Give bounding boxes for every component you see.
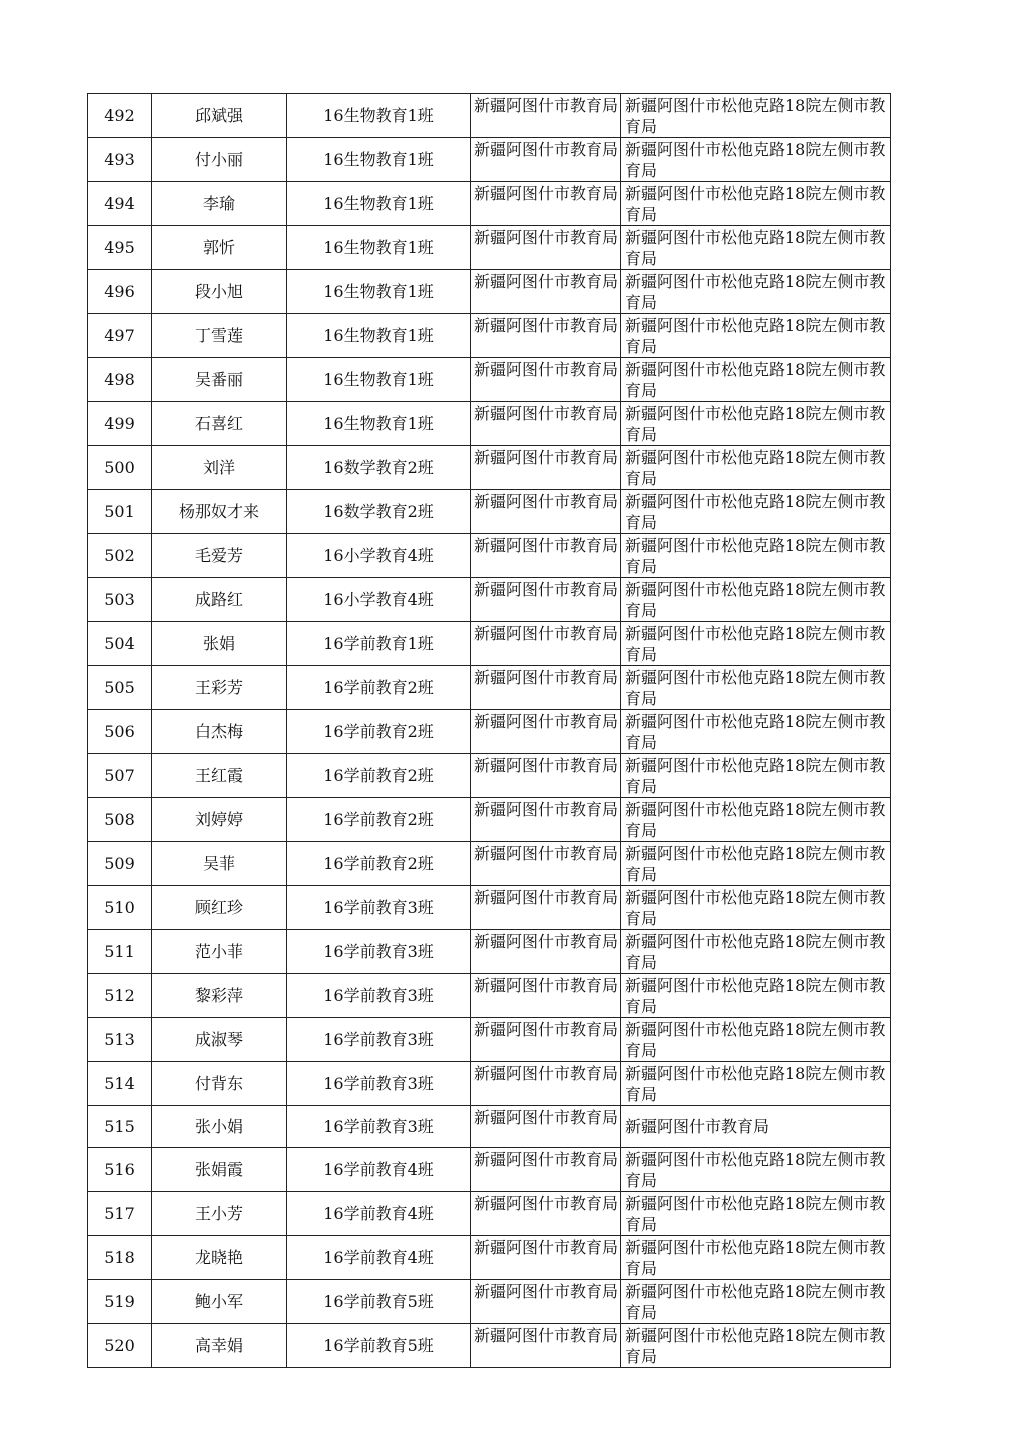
table-row [88,1235,891,1279]
cell-organization [471,578,621,622]
cell-organization [471,710,621,754]
table-row [88,534,891,578]
address-text: 新疆阿图什市松他克路18院左侧市教育局 [625,492,886,532]
table-row [88,226,891,270]
roster-table [87,93,891,1368]
address-text: 新疆阿图什市松他克路18院左侧市教育局 [625,624,886,664]
cell-class: 16生物教育1班 [287,402,471,446]
organization-text: 新疆阿图什市教育局 [474,712,619,731]
cell-name: 鲍小军 [152,1279,287,1323]
cell-organization [471,94,621,138]
cell-number: 515 [88,1106,152,1148]
cell-class: 16学前教育2班 [287,754,471,798]
organization-text: 新疆阿图什市教育局 [474,800,619,819]
cell-organization [471,622,621,666]
cell-name: 范小菲 [152,930,287,974]
cell-class: 16生物教育1班 [287,314,471,358]
cell-name: 刘洋 [152,446,287,490]
cell-class: 16学前教育5班 [287,1279,471,1323]
cell-name: 高幸娟 [152,1323,287,1367]
cell-address [621,798,891,842]
cell-number: 493 [88,138,152,182]
table-row [88,1191,891,1235]
table-row [88,1018,891,1062]
table-row [88,1279,891,1323]
cell-organization [471,930,621,974]
cell-address [621,402,891,446]
cell-class: 16学前教育3班 [287,1062,471,1106]
cell-name: 龙晓艳 [152,1235,287,1279]
cell-address [621,1147,891,1191]
cell-organization [471,534,621,578]
table-row [88,1062,891,1106]
cell-organization [471,138,621,182]
cell-organization [471,270,621,314]
address-text: 新疆阿图什市松他克路18院左侧市教育局 [625,1193,886,1234]
cell-address [621,358,891,402]
cell-address [621,534,891,578]
table-row [88,182,891,226]
cell-number: 503 [88,578,152,622]
cell-address [621,446,891,490]
table-row [88,666,891,710]
cell-class: 16学前教育4班 [287,1147,471,1191]
cell-number: 495 [88,226,152,270]
address-text: 新疆阿图什市松他克路18院左侧市教育局 [625,888,886,928]
cell-class: 16生物教育1班 [287,94,471,138]
cell-organization [471,1147,621,1191]
cell-address [621,1279,891,1323]
cell-class: 16学前教育4班 [287,1235,471,1279]
cell-address [621,754,891,798]
organization-text: 新疆阿图什市教育局 [474,976,619,995]
cell-address [621,270,891,314]
table-row [88,138,891,182]
cell-name: 吴菲 [152,842,287,886]
address-text: 新疆阿图什市松他克路18院左侧市教育局 [625,1281,886,1322]
organization-text: 新疆阿图什市教育局 [474,756,619,775]
cell-name: 张娟霞 [152,1147,287,1191]
cell-organization [471,1235,621,1279]
cell-class: 16学前教育2班 [287,842,471,886]
table-row [88,798,891,842]
cell-name: 丁雪莲 [152,314,287,358]
organization-text: 新疆阿图什市教育局 [474,184,619,203]
address-text: 新疆阿图什市松他克路18院左侧市教育局 [625,1064,886,1104]
address-text: 新疆阿图什市松他克路18院左侧市教育局 [625,184,886,224]
cell-class: 16小学教育4班 [287,534,471,578]
table-row [88,842,891,886]
cell-organization [471,1106,621,1148]
cell-number: 513 [88,1018,152,1062]
address-text: 新疆阿图什市松他克路18院左侧市教育局 [625,712,886,752]
organization-text: 新疆阿图什市教育局 [474,1108,619,1127]
cell-name: 成淑琴 [152,1018,287,1062]
cell-name: 毛爱芳 [152,534,287,578]
cell-class: 16学前教育2班 [287,666,471,710]
cell-name: 付背东 [152,1062,287,1106]
address-text: 新疆阿图什市松他克路18院左侧市教育局 [625,800,886,840]
cell-organization [471,842,621,886]
address-text: 新疆阿图什市松他克路18院左侧市教育局 [625,140,886,180]
cell-number: 492 [88,94,152,138]
cell-organization [471,886,621,930]
table-row [88,358,891,402]
cell-number: 514 [88,1062,152,1106]
table-row [88,1323,891,1367]
cell-organization [471,666,621,710]
cell-name: 黎彩萍 [152,974,287,1018]
table-row [88,94,891,138]
cell-number: 516 [88,1147,152,1191]
cell-address [621,578,891,622]
cell-address [621,930,891,974]
cell-address [621,1235,891,1279]
cell-number: 519 [88,1279,152,1323]
cell-number: 506 [88,710,152,754]
address-text: 新疆阿图什市教育局 [625,1117,770,1137]
cell-organization [471,446,621,490]
table-row [88,974,891,1018]
cell-name: 白杰梅 [152,710,287,754]
cell-address [621,1323,891,1367]
cell-organization [471,754,621,798]
cell-number: 507 [88,754,152,798]
organization-text: 新疆阿图什市教育局 [474,624,619,643]
organization-text: 新疆阿图什市教育局 [474,844,619,863]
address-text: 新疆阿图什市松他克路18院左侧市教育局 [625,96,886,136]
cell-address [621,1018,891,1062]
cell-class: 16学前教育3班 [287,886,471,930]
cell-number: 509 [88,842,152,886]
table-row [88,1106,891,1148]
cell-class: 16学前教育2班 [287,710,471,754]
organization-text: 新疆阿图什市教育局 [474,1237,619,1257]
table-row [88,622,891,666]
organization-text: 新疆阿图什市教育局 [474,96,619,115]
address-text: 新疆阿图什市松他克路18院左侧市教育局 [625,404,886,444]
cell-name: 李瑜 [152,182,287,226]
address-text: 新疆阿图什市松他克路18院左侧市教育局 [625,580,886,620]
cell-address [621,974,891,1018]
cell-organization [471,974,621,1018]
organization-text: 新疆阿图什市教育局 [474,1064,619,1083]
cell-name: 张小娟 [152,1106,287,1148]
cell-name: 段小旭 [152,270,287,314]
table-row [88,886,891,930]
cell-name: 付小丽 [152,138,287,182]
organization-text: 新疆阿图什市教育局 [474,1325,619,1345]
cell-address [621,886,891,930]
organization-text: 新疆阿图什市教育局 [474,448,619,467]
cell-number: 496 [88,270,152,314]
cell-organization [471,1279,621,1323]
cell-organization [471,1018,621,1062]
cell-number: 501 [88,490,152,534]
cell-number: 512 [88,974,152,1018]
cell-name: 成路红 [152,578,287,622]
cell-address [621,666,891,710]
address-text: 新疆阿图什市松他克路18院左侧市教育局 [625,360,886,400]
cell-organization [471,798,621,842]
organization-text: 新疆阿图什市教育局 [474,580,619,599]
cell-number: 508 [88,798,152,842]
cell-address [621,138,891,182]
cell-class: 16学前教育3班 [287,930,471,974]
cell-class: 16小学教育4班 [287,578,471,622]
address-text: 新疆阿图什市松他克路18院左侧市教育局 [625,536,886,576]
organization-text: 新疆阿图什市教育局 [474,1193,619,1213]
cell-class: 16数学教育2班 [287,446,471,490]
cell-organization [471,358,621,402]
cell-organization [471,314,621,358]
cell-class: 16生物教育1班 [287,182,471,226]
organization-text: 新疆阿图什市教育局 [474,272,619,291]
cell-organization [471,1062,621,1106]
table-row [88,446,891,490]
organization-text: 新疆阿图什市教育局 [474,668,619,687]
cell-name: 石喜红 [152,402,287,446]
cell-number: 520 [88,1323,152,1367]
cell-address [621,1106,891,1148]
table-row [88,314,891,358]
table-row [88,754,891,798]
address-text: 新疆阿图什市松他克路18院左侧市教育局 [625,1149,886,1190]
cell-organization [471,1323,621,1367]
address-text: 新疆阿图什市松他克路18院左侧市教育局 [625,844,886,884]
organization-text: 新疆阿图什市教育局 [474,1281,619,1301]
cell-class: 16学前教育3班 [287,1106,471,1148]
cell-address [621,94,891,138]
cell-address [621,710,891,754]
cell-class: 16学前教育3班 [287,974,471,1018]
cell-number: 510 [88,886,152,930]
address-text: 新疆阿图什市松他克路18院左侧市教育局 [625,448,886,488]
table-row [88,490,891,534]
cell-number: 497 [88,314,152,358]
cell-address [621,622,891,666]
cell-class: 16生物教育1班 [287,226,471,270]
cell-class: 16生物教育1班 [287,138,471,182]
address-text: 新疆阿图什市松他克路18院左侧市教育局 [625,976,886,1016]
cell-address [621,490,891,534]
address-text: 新疆阿图什市松他克路18院左侧市教育局 [625,668,886,708]
cell-class: 16学前教育3班 [287,1018,471,1062]
cell-number: 505 [88,666,152,710]
cell-class: 16学前教育1班 [287,622,471,666]
cell-number: 502 [88,534,152,578]
organization-text: 新疆阿图什市教育局 [474,536,619,555]
cell-address [621,226,891,270]
cell-class: 16学前教育5班 [287,1323,471,1367]
organization-text: 新疆阿图什市教育局 [474,1020,619,1039]
cell-name: 张娟 [152,622,287,666]
address-text: 新疆阿图什市松他克路18院左侧市教育局 [625,316,886,356]
organization-text: 新疆阿图什市教育局 [474,360,619,379]
address-text: 新疆阿图什市松他克路18院左侧市教育局 [625,1020,886,1060]
cell-class: 16学前教育4班 [287,1191,471,1235]
cell-name: 吴番丽 [152,358,287,402]
cell-number: 517 [88,1191,152,1235]
organization-text: 新疆阿图什市教育局 [474,932,619,951]
address-text: 新疆阿图什市松他克路18院左侧市教育局 [625,1325,886,1366]
cell-address [621,842,891,886]
cell-organization [471,182,621,226]
cell-address [621,1062,891,1106]
table-row [88,930,891,974]
cell-organization [471,490,621,534]
address-text: 新疆阿图什市松他克路18院左侧市教育局 [625,272,886,312]
cell-name: 邱斌强 [152,94,287,138]
cell-address [621,314,891,358]
organization-text: 新疆阿图什市教育局 [474,404,619,423]
cell-class: 16生物教育1班 [287,270,471,314]
cell-name: 王彩芳 [152,666,287,710]
cell-number: 500 [88,446,152,490]
cell-name: 王小芳 [152,1191,287,1235]
organization-text: 新疆阿图什市教育局 [474,492,619,511]
cell-number: 499 [88,402,152,446]
table-row [88,402,891,446]
cell-class: 16学前教育2班 [287,798,471,842]
table-row [88,578,891,622]
table-row [88,710,891,754]
roster-body [88,94,891,1368]
table-row [88,270,891,314]
cell-name: 顾红珍 [152,886,287,930]
cell-address [621,1191,891,1235]
cell-number: 504 [88,622,152,666]
cell-name: 杨那奴才来 [152,490,287,534]
cell-number: 518 [88,1235,152,1279]
cell-organization [471,1191,621,1235]
organization-text: 新疆阿图什市教育局 [474,228,619,247]
cell-number: 494 [88,182,152,226]
cell-name: 郭忻 [152,226,287,270]
address-text: 新疆阿图什市松他克路18院左侧市教育局 [625,756,886,796]
cell-address [621,182,891,226]
address-text: 新疆阿图什市松他克路18院左侧市教育局 [625,228,886,268]
address-text: 新疆阿图什市松他克路18院左侧市教育局 [625,1237,886,1278]
cell-number: 498 [88,358,152,402]
organization-text: 新疆阿图什市教育局 [474,888,619,907]
address-text: 新疆阿图什市松他克路18院左侧市教育局 [625,932,886,972]
cell-class: 16生物教育1班 [287,358,471,402]
cell-organization [471,226,621,270]
table-row [88,1147,891,1191]
cell-number: 511 [88,930,152,974]
organization-text: 新疆阿图什市教育局 [474,316,619,335]
organization-text: 新疆阿图什市教育局 [474,1149,619,1169]
cell-name: 刘婷婷 [152,798,287,842]
cell-class: 16数学教育2班 [287,490,471,534]
cell-organization [471,402,621,446]
cell-name: 王红霞 [152,754,287,798]
organization-text: 新疆阿图什市教育局 [474,140,619,159]
